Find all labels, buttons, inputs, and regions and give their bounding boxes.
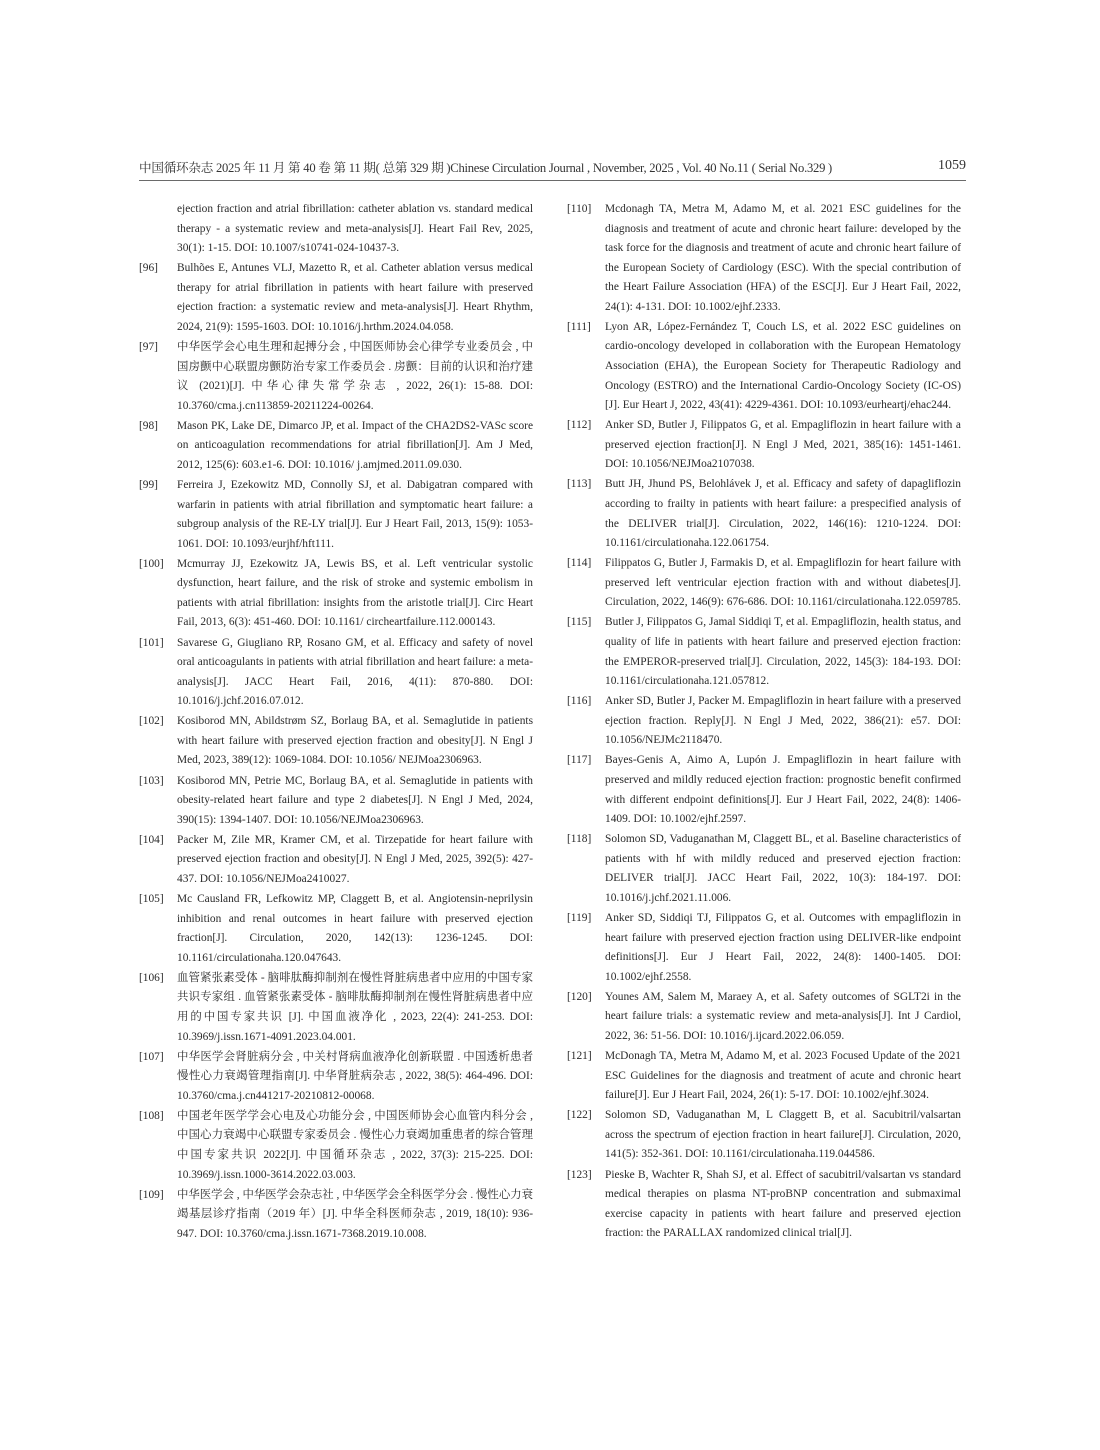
reference-text: Savarese G, Giugliano RP, Rosano GM, et al. Efficacy and safety of novel oral anticoagulants in patients with atrial fibrillation and heart failure: a meta-analysis[J]. JACC Heart Fail, 2016, 4(11): 870-880. DOI: 10.1016/j.jchf.2016.07.012. — [177, 636, 533, 708]
reference-item — [567, 1047, 961, 1106]
reference-number: [113] — [567, 478, 592, 491]
reference-text: Solomon SD, Vaduganathan M, L Claggett B, et al. Sacubitril/valsartan across the spectrum of ejection fraction in heart failure[J]. Circulation, 2020, 141(5): 352-361. DOI: 10.1161/circulationaha.119.044586. — [605, 1109, 961, 1161]
reference-item — [139, 831, 533, 890]
reference-text: Butler J, Filippatos G, Jamal Siddiqi T, et al. Empagliflozin, health status, and quality of life in patients with heart failure and preserved ejection fraction: the EMPEROR-preserved trial[J]. Circulation, 2022, 145(3): 184-193. DOI: 10.1161/circulationaha.121.057812. — [605, 616, 961, 688]
reference-text: Ferreira J, Ezekowitz MD, Connolly SJ, et al. Dabigatran compared with warfarin in patients with atrial fibrillation and symptomatic heart failure: a subgroup analysis of the RE-LY trial[J]. Eur J Heart Fail, 2013, 15(9): 1053-1061. DOI: 10.1093/eurjhf/hft111. — [177, 479, 533, 550]
reference-item — [139, 1186, 533, 1245]
reference-item — [139, 969, 533, 1047]
reference-number: [123] — [567, 1168, 592, 1181]
reference-item — [567, 830, 961, 908]
journal-running-title: 中国循环杂志 2025 年 11 月 第 40 卷 第 11 期( 总第 329 期 )Chinese Circulation Journal , November, 2025 , Vol. 40 No.11 ( Serial No.329 ) — [139, 161, 832, 175]
reference-text: Packer M, Zile MR, Kramer CM, et al. Tirzepatide for heart failure with preserved ejection fraction and obesity[J]. N Engl J Med, 2025, 392(5): 427-437. DOI: 10.1056/NEJMoa2410027. — [177, 833, 533, 885]
reference-item — [567, 751, 961, 829]
reference-item — [139, 890, 533, 968]
reference-item — [139, 634, 533, 712]
reference-number: [121] — [567, 1050, 592, 1063]
reference-item — [139, 338, 533, 416]
reference-item — [567, 200, 961, 317]
running-header — [139, 158, 966, 181]
reference-number: [101] — [139, 636, 164, 649]
reference-text: McDonagh TA, Metra M, Adamo M, et al. 2023 Focused Update of the 2021 ESC Guidelines for the diagnosis and treatment of acute and chronic heart failure[J]. Eur J Heart Fail, 2024, 26(1): 5-17. DOI: 10.1002/ejhf.3024. — [605, 1050, 961, 1102]
reference-number: [100] — [139, 557, 164, 570]
reference-number: [109] — [139, 1188, 164, 1201]
reference-column-left — [139, 200, 533, 1245]
reference-text: 血管紧张素受体 - 脑啡肽酶抑制剂在慢性肾脏病患者中应用的中国专家共识专家组 . 血管紧张素受体 - 脑啡肽酶抑制剂在慢性肾脏病患者中应用的中国专家共识 [J]. 中国血液净化 , 2023, 22(4): 241-253. DOI: 10.3969/j.issn.1671-4091.2023.04.001. — [177, 971, 533, 1043]
reference-text: Bulhões E, Antunes VLJ, Mazetto R, et al. Catheter ablation versus medical therapy for atrial fibrillation in patients with heart failure with preserved ejection fraction: a systematic review and meta-analysis[J]. Heart Rhythm, 2024, 21(9): 1595-1603. DOI: 10.1016/j.hrthm.2024.04.058. — [177, 262, 533, 333]
reference-text: Anker SD, Siddiqi TJ, Filippatos G, et al. Outcomes with empagliflozin in heart failure with preserved ejection fraction using DELIVER-like endpoint definitions[J]. Eur J Heart Fail, 2022, 24(8): 1400-1405. DOI: 10.1002/ejhf.2558. — [605, 912, 961, 983]
reference-item — [567, 1106, 961, 1165]
reference-number: [117] — [567, 754, 592, 767]
reference-item — [567, 909, 961, 987]
reference-number: [112] — [567, 419, 592, 432]
reference-text: Kosiborod MN, Petrie MC, Borlaug BA, et al. Semaglutide in patients with obesity-related heart failure and type 2 diabetes[J]. N Engl J Med, 2024, 390(15): 1394-1407. DOI: 10.1056/NEJMoa2306963. — [177, 774, 533, 826]
reference-number: [99] — [139, 479, 158, 492]
reference-text: Anker SD, Butler J, Filippatos G, et al. Empagliflozin in heart failure with a preserved ejection fraction[J]. N Engl J Med, 2021, 385(16): 1451-1461. DOI: 10.1056/NEJMoa2107038. — [605, 419, 961, 471]
reference-text: Mc Causland FR, Lefkowitz MP, Claggett B, et al. Angiotensin-neprilysin inhibition and renal outcomes in heart failure with preserved ejection fraction[J]. Circulation, 2020, 142(13): 1236-1245. DOI: 10.1161/circulationaha.120.047643. — [177, 893, 533, 964]
reference-number: [116] — [567, 695, 592, 708]
reference-number: [119] — [567, 912, 592, 925]
reference-text: Kosiborod MN, Abildstrøm SZ, Borlaug BA, et al. Semaglutide in patients with heart failure with preserved ejection fraction and obesity[J]. N Engl J Med, 2023, 389(12): 1069-1084. DOI: 10.1056/ NEJMoa2306963. — [177, 715, 533, 767]
reference-text: Anker SD, Butler J, Packer M. Empagliflozin in heart failure with a preserved ejection fraction. Reply[J]. N Engl J Med, 2022, 386(21): e57. DOI: 10.1056/NEJMc2118470. — [605, 695, 961, 747]
reference-number: [107] — [139, 1050, 164, 1063]
reference-text: Mason PK, Lake DE, Dimarco JP, et al. Impact of the CHA2DS2-VASc score on anticoagulation recommendations for atrial fibrillation[J]. Am J Med, 2012, 125(6): 603.e1-6. DOI: 10.1016/ j.amjmed.2011.09.030. — [177, 419, 533, 471]
reference-text: Mcdonagh TA, Metra M, Adamo M, et al. 2021 ESC guidelines for the diagnosis and treatment of acute and chronic heart failure: developed by the task force for the diagnosis and treatment of acute and chronic heart failure of the European Society of Cardiology (ESC). With the special contribution of the Heart Failure Association (HFA) of the ESC[J]. Eur J Heart Fail, 2022, 24(1): 4-131. DOI: 10.1002/ejhf.2333. — [605, 203, 961, 313]
reference-number: [97] — [139, 341, 158, 354]
reference-item — [139, 772, 533, 831]
reference-number: [102] — [139, 715, 164, 728]
reference-number: [105] — [139, 893, 164, 906]
reference-text: Mcmurray JJ, Ezekowitz JA, Lewis BS, et al. Left ventricular systolic dysfunction, heart failure, and the risk of stroke and systemic embolism in patients with atrial fibrillation: insights from the aristotle trial[J]. Circ Heart Fail, 2013, 6(3): 451-460. DOI: 10.1161/ circheartfailure.112.000143. — [177, 557, 533, 629]
reference-text: Butt JH, Jhund PS, Belohlávek J, et al. Efficacy and safety of dapagliflozin according to frailty in patients with heart failure: a prespecified analysis of the DELIVER trial[J]. Circulation, 2022, 146(16): 1210-1224. DOI: 10.1161/circulationaha.122.061754. — [605, 478, 961, 550]
reference-number: [108] — [139, 1109, 164, 1122]
reference-text: Solomon SD, Vaduganathan M, Claggett BL, et al. Baseline characteristics of patients with hf with mildly reduced and preserved ejection fraction: DELIVER trial[J]. JACC Heart Fail, 2022, 10(3): 184-197. DOI: 10.1016/j.jchf.2021.11.006. — [605, 833, 961, 904]
reference-item — [567, 988, 961, 1047]
reference-number: [104] — [139, 833, 164, 846]
reference-number: [103] — [139, 774, 164, 787]
reference-text: Filippatos G, Butler J, Farmakis D, et al. Empagliflozin for heart failure with preserved left ventricular ejection fraction with and without diabetes[J]. Circulation, 2022, 146(9): 676-686. DOI: 10.1161/circulationaha.122.059785. — [605, 557, 961, 609]
reference-number: [111] — [567, 320, 591, 333]
reference-text: ejection fraction and atrial fibrillation: catheter ablation vs. standard medical therapy - a systematic review and meta-analysis[J]. Heart Fail Rev, 2025, 30(1): 1-15. DOI: 10.1007/s10741-024-10437-3. — [177, 203, 533, 255]
reference-text: Bayes-Genis A, Aimo A, Lupón J. Empagliflozin in heart failure with preserved and mildly reduced ejection fraction: prognostic benefit confirmed with different endpoint definitions[J]. Eur J Heart Fail, 2022, 24(8): 1406-1409. DOI: 10.1002/ejhf.2597. — [605, 754, 961, 826]
reference-item — [567, 1166, 961, 1244]
reference-text: Pieske B, Wachter R, Shah SJ, et al. Effect of sacubitril/valsartan vs standard medical therapies on plasma NT-proBNP concentration and submaximal exercise capacity in patients with heart failure and preserved ejection fraction: the PARALLAX randomized clinical trial[J]. — [605, 1168, 961, 1240]
reference-number: [114] — [567, 557, 592, 570]
reference-item — [567, 554, 961, 613]
reference-text: 中华医学会 , 中华医学会杂志社 , 中华医学会全科医学分会 . 慢性心力衰竭基层诊疗指南（2019 年）[J]. 中华全科医师杂志 , 2019, 18(10): 936-947. DOI: 10.3760/cma.j.issn.1671-7368.2019.10.008. — [177, 1188, 533, 1240]
reference-text: Lyon AR, López-Fernández T, Couch LS, et al. 2022 ESC guidelines on cardio-oncology developed in collaboration with the European Hematology Association (EHA), the European Society for Therapeutic Radiology and Oncology (ESTRO) and the International Cardio-Oncology Society (IC-OS)[J]. Eur Heart J, 2022, 43(41): 4229-4361. DOI: 10.1093/eurheartj/ehac244. — [605, 320, 961, 412]
reference-item — [567, 475, 961, 553]
page-number: 1059 — [938, 158, 966, 173]
reference-item — [139, 1048, 533, 1107]
reference-item — [139, 417, 533, 476]
reference-number: [120] — [567, 990, 592, 1003]
reference-text: 中华医学会心电生理和起搏分会 , 中国医师协会心律学专业委员会 , 中国房颤中心联盟房颤防治专家工作委员会 . 房颤：目前的认识和治疗建议 (2021)[J]. 中华心律失常学杂志 , 2022, 26(1): 15-88. DOI: 10.3760/cma.j.cn113859-20211224-00264. — [177, 341, 533, 412]
reference-text: 中华医学会肾脏病分会 , 中关村肾病血液净化创新联盟 . 中国透析患者慢性心力衰竭管理指南[J]. 中华肾脏病杂志 , 2022, 38(5): 464-496. DOI: 10.3760/cma.j.cn441217-20210812-00068. — [177, 1050, 533, 1102]
reference-number: [118] — [567, 833, 592, 846]
reference-column-right — [567, 200, 961, 1244]
reference-item — [139, 259, 533, 337]
reference-number: [96] — [139, 262, 158, 275]
reference-number: [106] — [139, 971, 164, 984]
reference-number: [115] — [567, 616, 592, 629]
reference-item — [139, 476, 533, 554]
reference-item — [567, 692, 961, 751]
reference-item — [139, 1107, 533, 1185]
reference-item — [139, 555, 533, 633]
reference-item — [139, 712, 533, 771]
reference-item — [567, 318, 961, 416]
reference-number: [110] — [567, 203, 592, 215]
reference-text: Younes AM, Salem M, Maraey A, et al. Safety outcomes of SGLT2i in the heart failure trials: a systematic review and meta-analysis[J]. Int J Cardiol, 2022, 36: 51-56. DOI: 10.1016/j.ijcard.2022.06.059. — [605, 990, 961, 1042]
reference-number: [98] — [139, 419, 158, 432]
reference-item — [567, 613, 961, 691]
reference-continuation — [139, 200, 533, 259]
reference-item — [567, 416, 961, 475]
reference-text: 中国老年医学学会心电及心功能分会 , 中国医师协会心血管内科分会 , 中国心力衰竭中心联盟专家委员会 . 慢性心力衰竭加重患者的综合管理中国专家共识 2022[J]. 中国循环杂志 , 2022, 37(3): 215-225. DOI: 10.3969/j.issn.1000-3614.2022.03.003. — [177, 1109, 533, 1181]
reference-number: [122] — [567, 1109, 592, 1122]
